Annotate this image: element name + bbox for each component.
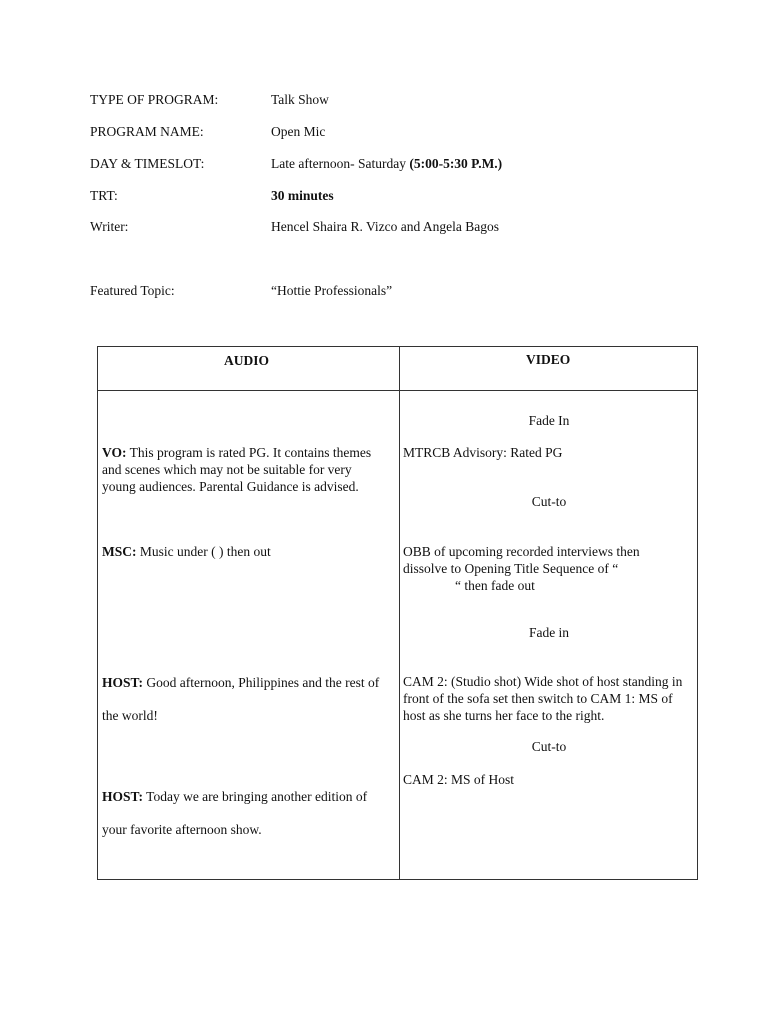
day-timeslot-value: [271, 156, 502, 172]
audio-host2-line1: [102, 788, 367, 805]
audio-vo-line2: and scenes which may not be suitable for very: [102, 462, 352, 477]
video-obb-line1: OBB of upcoming recorded interviews then: [403, 544, 640, 559]
script-table: [97, 346, 698, 880]
video-column-header: VIDEO: [526, 352, 571, 367]
vo-text: This program is rated PG. It contains themes: [126, 445, 372, 460]
video-cam2-ms: CAM 2: MS of Host: [403, 772, 515, 787]
trt-label: TRT:: [90, 188, 118, 203]
program-name-label: PROGRAM NAME:: [90, 124, 204, 139]
audio-host2-line2: your favorite afternoon show.: [102, 822, 262, 837]
video-cam2-line3: host as she turns her face to the right.: [403, 708, 605, 723]
host1-text: Good afternoon, Philippines and the rest of: [143, 675, 380, 690]
audio-host1-line1: [102, 674, 379, 691]
header-divider: [98, 390, 697, 391]
video-mtrcb: MTRCB Advisory: Rated PG: [403, 445, 563, 460]
day-timeslot-label: DAY & TIMESLOT:: [90, 156, 205, 171]
day-timeslot-time: (5:00-5:30 P.M.): [409, 156, 503, 171]
audio-host1-line2: the world!: [102, 708, 158, 723]
video-fade-in-1: Fade In: [528, 413, 570, 428]
video-obb-block: [403, 543, 640, 594]
featured-topic-label: Featured Topic:: [90, 283, 175, 298]
video-fade-in-2: Fade in: [528, 625, 570, 640]
vo-tag: VO:: [102, 445, 127, 460]
trt-value: 30 minutes: [271, 188, 334, 203]
type-of-program-value: Talk Show: [271, 92, 329, 107]
msc-tag: MSC:: [102, 544, 137, 559]
day-timeslot-plain: Late afternoon- Saturday: [271, 156, 410, 171]
video-cam2-block: [403, 673, 682, 724]
video-obb-line2: dissolve to Opening Title Sequence of “: [403, 561, 619, 576]
host1-tag: HOST:: [102, 675, 144, 690]
audio-msc-line: [102, 543, 271, 560]
video-cut-to-2: Cut-to: [531, 739, 567, 754]
audio-vo-block: [102, 444, 371, 495]
host2-tag: HOST:: [102, 789, 144, 804]
type-of-program-label: TYPE OF PROGRAM:: [90, 92, 219, 107]
featured-topic-value: “Hottie Professionals”: [271, 283, 393, 298]
writer-label: Writer:: [90, 219, 129, 234]
writer-value: Hencel Shaira R. Vizco and Angela Bagos: [271, 219, 500, 234]
video-cam2-line1: CAM 2: (Studio shot) Wide shot of host standing in: [403, 674, 683, 689]
video-cam2-line2: front of the sofa set then switch to CAM 1: MS of: [403, 691, 673, 706]
audio-column-header: AUDIO: [224, 353, 270, 368]
program-name-value: Open Mic: [271, 124, 326, 139]
audio-vo-line1: [102, 444, 371, 461]
video-cut-to-1: Cut-to: [531, 494, 567, 509]
audio-vo-line3: young audiences. Parental Guidance is advised.: [102, 479, 359, 494]
msc-text: Music under ( ) then out: [136, 544, 271, 559]
video-obb-line3: “ then fade out: [455, 578, 535, 593]
host2-text: Today we are bringing another edition of: [143, 789, 368, 804]
